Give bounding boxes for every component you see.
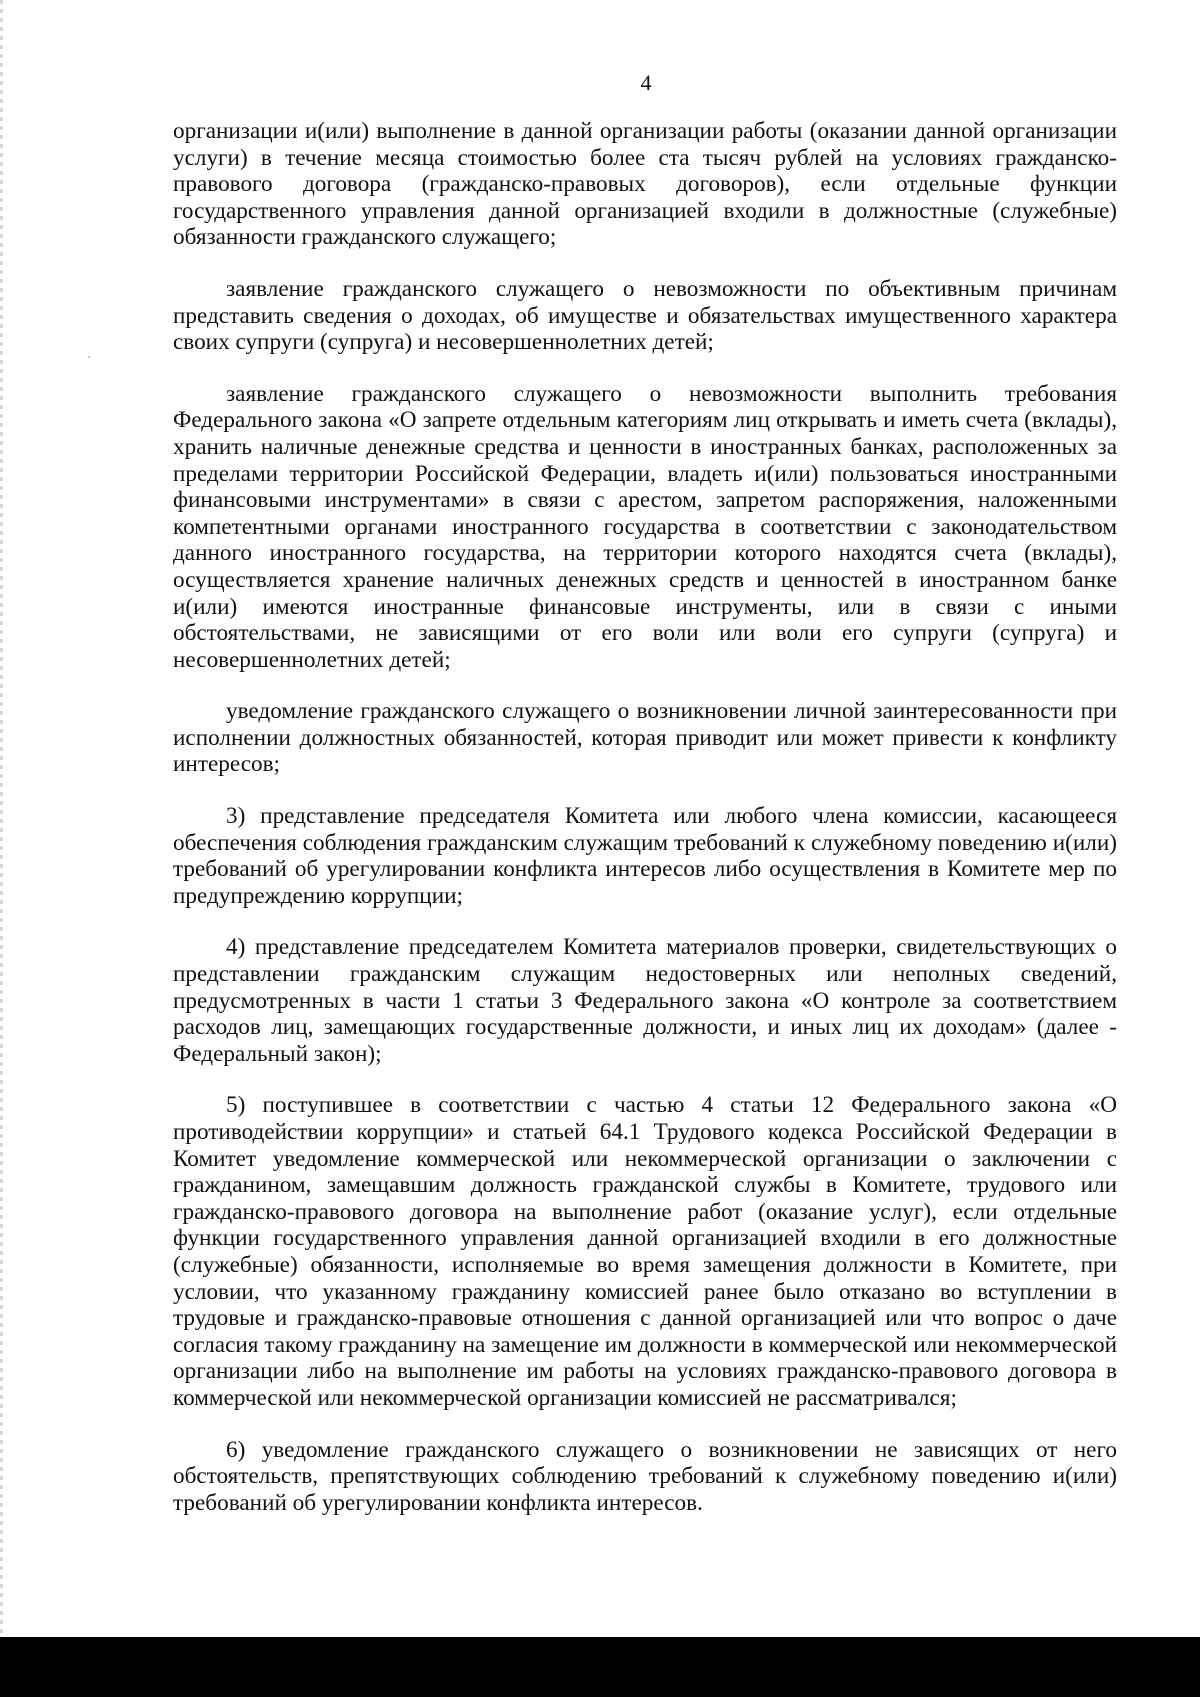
paragraph-8: 6) уведомление гражданского служащего о возникновении не зависящих от него обстоятельств, препятствующих соблюдению требований к служебному поведению и(или) требований об урегулировании конфликта интересов. [173, 1436, 1117, 1516]
paragraph-7: 5) поступившее в соответствии с частью 4 статьи 12 Федерального закона «О противодействии коррупции» и статьей 64.1 Трудового кодекса Российской Федерации в Комитет уведомление коммерческой или некоммерческой организации о заключении с гражданином, замещавшим должность гражданской службы в Комитете, трудового или гражданско-правового договора на выполнение работ (оказание услуг), если отдельные функции государственного управления данной организацией входили в его должностные (служебные) обязанности, исполняемые во время замещения должности в Комитете, при условии, что указанному гражданину комиссией ранее было отказано во вступлении в трудовые и гражданско-правовые отношения с данной организацией или что вопрос о даче согласия такому гражданину на замещение им должности в коммерческой или некоммерческой организации либо на выполнение им работы на условиях гражданско-правового договора в коммерческой или некоммерческой организации комиссией не рассматривался; [173, 1092, 1117, 1411]
paragraph-2: заявление гражданского служащего о невозможности по объективным причинам представить сведения о доходах, об имуществе и обязательствах имущественного характера своих супруги (супруга) и несовершеннолетних детей; [173, 275, 1117, 356]
paragraph-1: организации и(или) выполнение в данной организации работы (оказании данной организации услуги) в течение месяца стоимостью более ста тысяч рублей на условиях гражданско-правового договора (гражданско-правовых договоров), если отдельные функции государственного управления данной организацией входили в должностные (служебные) обязанности гражданского служащего; [173, 118, 1117, 251]
scan-speck [88, 356, 90, 358]
paragraph-5: 3) представление председателя Комитета или любого члена комиссии, касающееся обеспечения соблюдения гражданским служащим требований к служебному поведению и(или) требований об урегулировании конфликта интересов либо осуществления в Комитете мер по предупреждению коррупции; [173, 803, 1117, 909]
paragraph-6: 4) представление председателем Комитета материалов проверки, свидетельствующих о представлении гражданским служащим недостоверных или неполных сведений, предусмотренных в части 1 статьи 3 Федерального закона «О контроле за соответствием расходов лиц, замещающих государственные должности, и иных лиц их доходам» (далее - Федеральный закон); [173, 934, 1117, 1067]
scan-bottom-band [0, 1637, 1200, 1697]
document-body [173, 118, 1117, 1541]
page-number: 4 [640, 70, 652, 95]
scan-left-edge [0, 0, 3, 1637]
paragraph-4: уведомление гражданского служащего о возникновении личной заинтересованности при исполнении должностных обязанностей, которая приводит или может привести к конфликту интересов; [173, 698, 1117, 778]
paragraph-3: заявление гражданского служащего о невозможности выполнить требования Федерального закона «О запрете отдельным категориям лиц открывать и иметь счета (вклады), хранить наличные денежные средства и ценности в иностранных банках, расположенных за пределами территории Российской Федерации, владеть и(или) пользоваться иностранными финансовыми инструментами» в связи с арестом, запретом распоряжения, наложенными компетентными органами иностранного государства в соответствии с законодательством данного иностранного государства, на территории которого находятся счета (вклады), осуществляется хранение наличных денежных средств и ценностей в иностранном банке и(или) имеются иностранные финансовые инструменты, или в связи с иными обстоятельствами, не зависящими от его воли или воли его супруги (супруга) и несовершеннолетних детей; [173, 380, 1117, 673]
